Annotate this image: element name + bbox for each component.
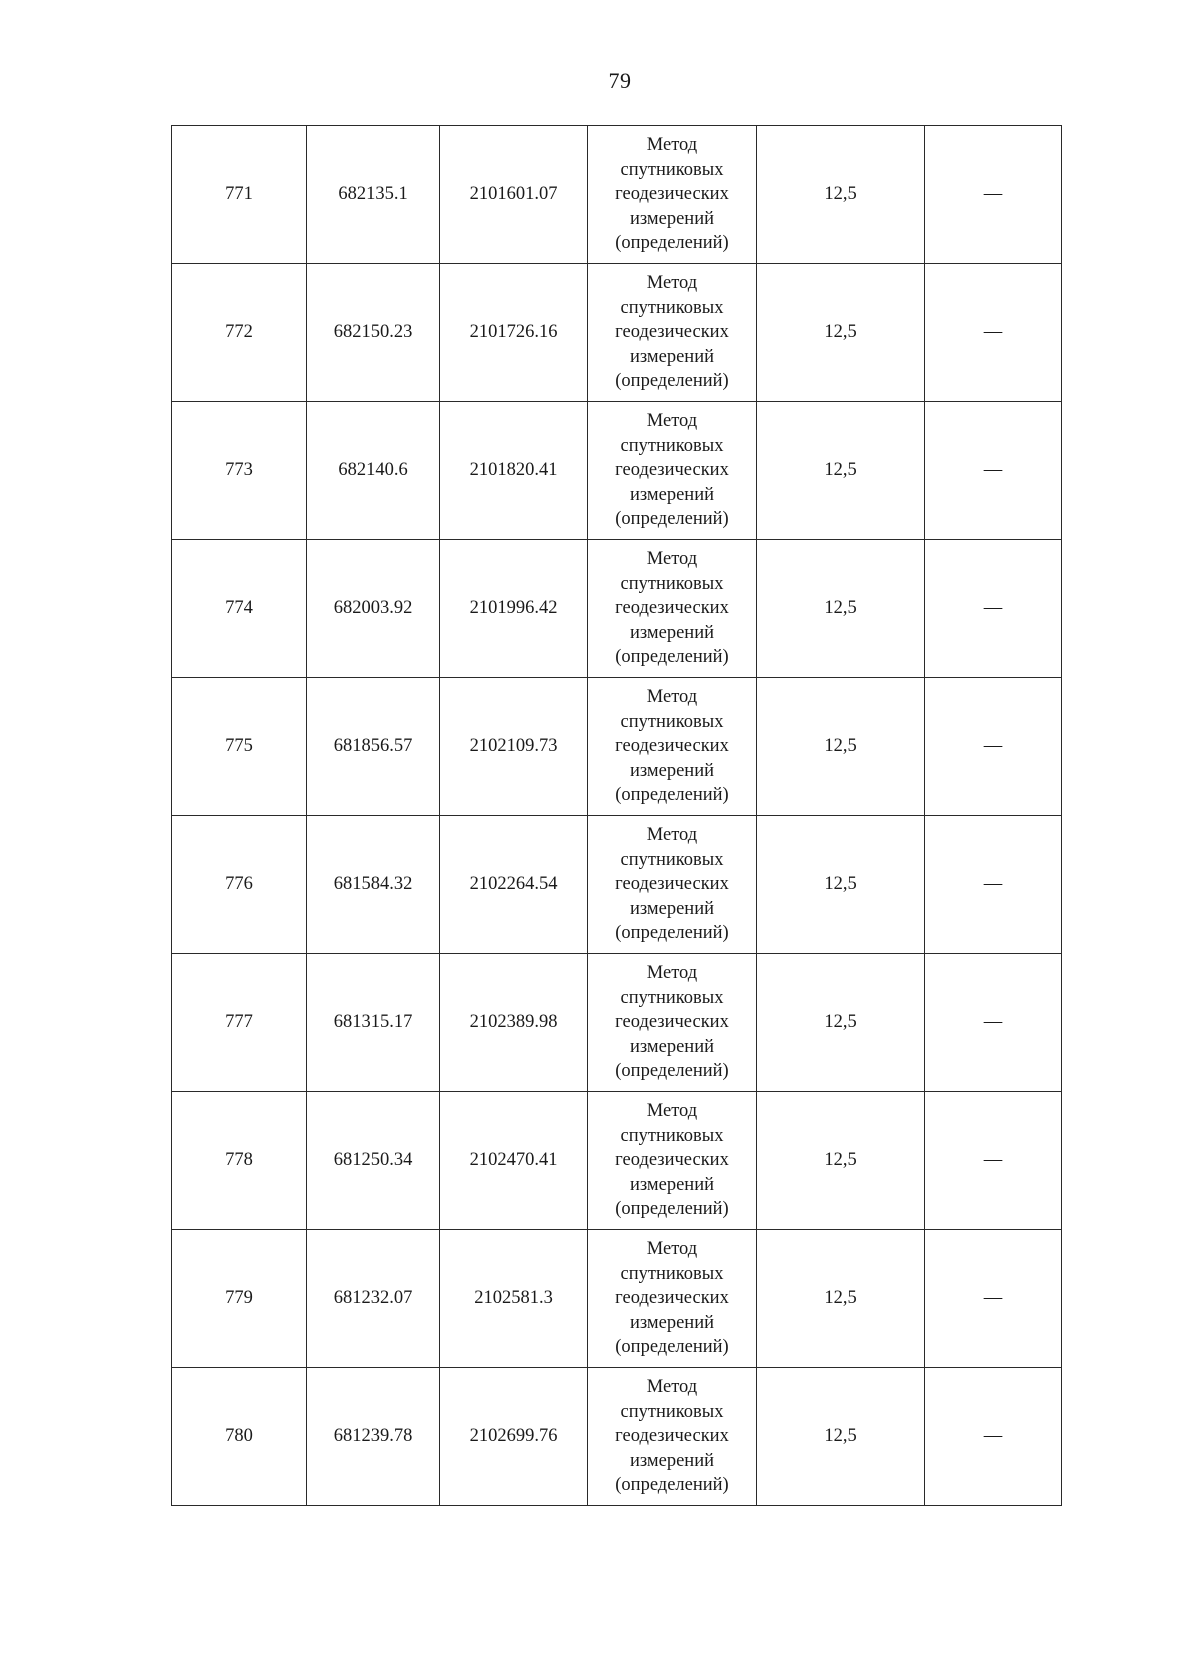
method-text: Метод спутниковых геодезических измерений (определений) [615,411,729,530]
point-number-cell [172,678,307,816]
coordinate-y-value: 2102264.54 [469,874,558,895]
note-dash: — [983,598,1003,619]
accuracy-value: 12,5 [824,322,857,343]
coordinate-y-value: 2101601.07 [469,184,558,205]
coordinate-y-cell [440,1092,588,1230]
point-number-cell [172,816,307,954]
coordinate-y-cell [440,1368,588,1506]
coordinate-x-cell [307,540,440,678]
note-cell [925,126,1062,264]
table-row [172,540,1062,678]
point-number-value: 772 [225,322,253,343]
coordinate-x-cell [307,678,440,816]
note-dash: — [983,736,1003,757]
table-row [172,954,1062,1092]
point-number-value: 771 [225,184,253,205]
method-text: Метод спутниковых геодезических измерений (определений) [615,273,729,392]
page-number: 79 [608,68,632,93]
note-dash: — [983,184,1003,205]
point-number-value: 777 [225,1012,253,1033]
table-row [172,402,1062,540]
accuracy-value: 12,5 [824,1426,857,1447]
accuracy-value: 12,5 [824,874,857,895]
point-number-cell [172,402,307,540]
table-row [172,1368,1062,1506]
note-cell [925,816,1062,954]
coordinate-x-cell [307,264,440,402]
method-text: Метод спутниковых геодезических измерений (определений) [615,135,729,254]
accuracy-value: 12,5 [824,460,857,481]
note-dash: — [983,874,1003,895]
method-cell [588,264,757,402]
coordinate-x-value: 681239.78 [333,1426,413,1447]
coordinate-x-cell [307,1092,440,1230]
table-row [172,1092,1062,1230]
coordinate-x-value: 681856.57 [333,736,413,757]
point-number-cell [172,540,307,678]
coordinate-x-cell [307,126,440,264]
accuracy-value: 12,5 [824,1288,857,1309]
method-text: Метод спутниковых геодезических измерений (определений) [615,687,729,806]
point-number-value: 775 [225,736,253,757]
accuracy-cell [757,954,925,1092]
accuracy-cell [757,678,925,816]
point-number-cell [172,954,307,1092]
note-cell [925,1368,1062,1506]
note-cell [925,540,1062,678]
coordinate-x-cell [307,954,440,1092]
coordinate-x-value: 682003.92 [333,598,413,619]
coordinate-x-value: 682150.23 [333,322,413,343]
coordinate-y-cell [440,816,588,954]
coordinate-y-cell [440,540,588,678]
coordinate-y-value: 2101820.41 [469,460,558,481]
method-cell [588,678,757,816]
table-row [172,678,1062,816]
accuracy-cell [757,1368,925,1506]
coordinate-y-cell [440,264,588,402]
coordinate-y-value: 2102581.3 [474,1288,553,1309]
table-row [172,264,1062,402]
coordinate-y-cell [440,1230,588,1368]
coordinate-y-value: 2102109.73 [469,736,558,757]
table-row [172,1230,1062,1368]
coordinate-x-value: 681315.17 [333,1012,413,1033]
accuracy-cell [757,402,925,540]
note-cell [925,678,1062,816]
coordinate-x-cell [307,402,440,540]
accuracy-cell [757,1092,925,1230]
accuracy-cell [757,126,925,264]
method-cell [588,402,757,540]
method-cell [588,1230,757,1368]
coordinates-table [171,125,1062,1506]
note-cell [925,402,1062,540]
note-dash: — [983,460,1003,481]
method-text: Метод спутниковых геодезических измерений (определений) [615,1377,729,1496]
table-body [172,126,1062,1506]
accuracy-cell [757,1230,925,1368]
coordinate-y-value: 2102389.98 [469,1012,558,1033]
method-text: Метод спутниковых геодезических измерений (определений) [615,1239,729,1358]
method-text: Метод спутниковых геодезических измерений (определений) [615,825,729,944]
method-cell [588,540,757,678]
accuracy-value: 12,5 [824,184,857,205]
coordinate-y-value: 2101726.16 [469,322,558,343]
method-cell [588,1092,757,1230]
note-dash: — [983,1426,1003,1447]
coordinate-y-value: 2102699.76 [469,1426,558,1447]
table-row [172,816,1062,954]
coordinate-y-cell [440,126,588,264]
accuracy-cell [757,264,925,402]
note-cell [925,1230,1062,1368]
accuracy-value: 12,5 [824,1150,857,1171]
note-dash: — [983,1288,1003,1309]
note-cell [925,1092,1062,1230]
coordinate-y-cell [440,678,588,816]
table-row [172,126,1062,264]
point-number-value: 780 [225,1426,253,1447]
point-number-value: 779 [225,1288,253,1309]
method-text: Метод спутниковых геодезических измерений (определений) [615,963,729,1082]
method-cell [588,816,757,954]
point-number-value: 773 [225,460,253,481]
point-number-cell [172,264,307,402]
point-number-value: 776 [225,874,253,895]
point-number-value: 774 [225,598,253,619]
coordinate-x-value: 681250.34 [333,1150,413,1171]
coordinate-x-value: 682135.1 [338,184,408,205]
coordinate-x-cell [307,816,440,954]
accuracy-cell [757,540,925,678]
method-cell [588,126,757,264]
method-text: Метод спутниковых геодезических измерений (определений) [615,1101,729,1220]
note-dash: — [983,322,1003,343]
coordinate-y-value: 2101996.42 [469,598,558,619]
note-dash: — [983,1150,1003,1171]
method-text: Метод спутниковых геодезических измерений (определений) [615,549,729,668]
coordinate-x-value: 682140.6 [338,460,408,481]
note-cell [925,264,1062,402]
accuracy-value: 12,5 [824,1012,857,1033]
coordinate-y-cell [440,402,588,540]
coordinate-x-cell [307,1368,440,1506]
point-number-value: 778 [225,1150,253,1171]
accuracy-cell [757,816,925,954]
coordinate-x-value: 681584.32 [333,874,413,895]
accuracy-value: 12,5 [824,736,857,757]
method-cell [588,1368,757,1506]
point-number-cell [172,1368,307,1506]
note-cell [925,954,1062,1092]
note-dash: — [983,1012,1003,1033]
coordinate-y-value: 2102470.41 [469,1150,558,1171]
coordinate-y-cell [440,954,588,1092]
accuracy-value: 12,5 [824,598,857,619]
method-cell [588,954,757,1092]
coordinate-x-value: 681232.07 [333,1288,413,1309]
point-number-cell [172,126,307,264]
point-number-cell [172,1092,307,1230]
coordinate-x-cell [307,1230,440,1368]
point-number-cell [172,1230,307,1368]
